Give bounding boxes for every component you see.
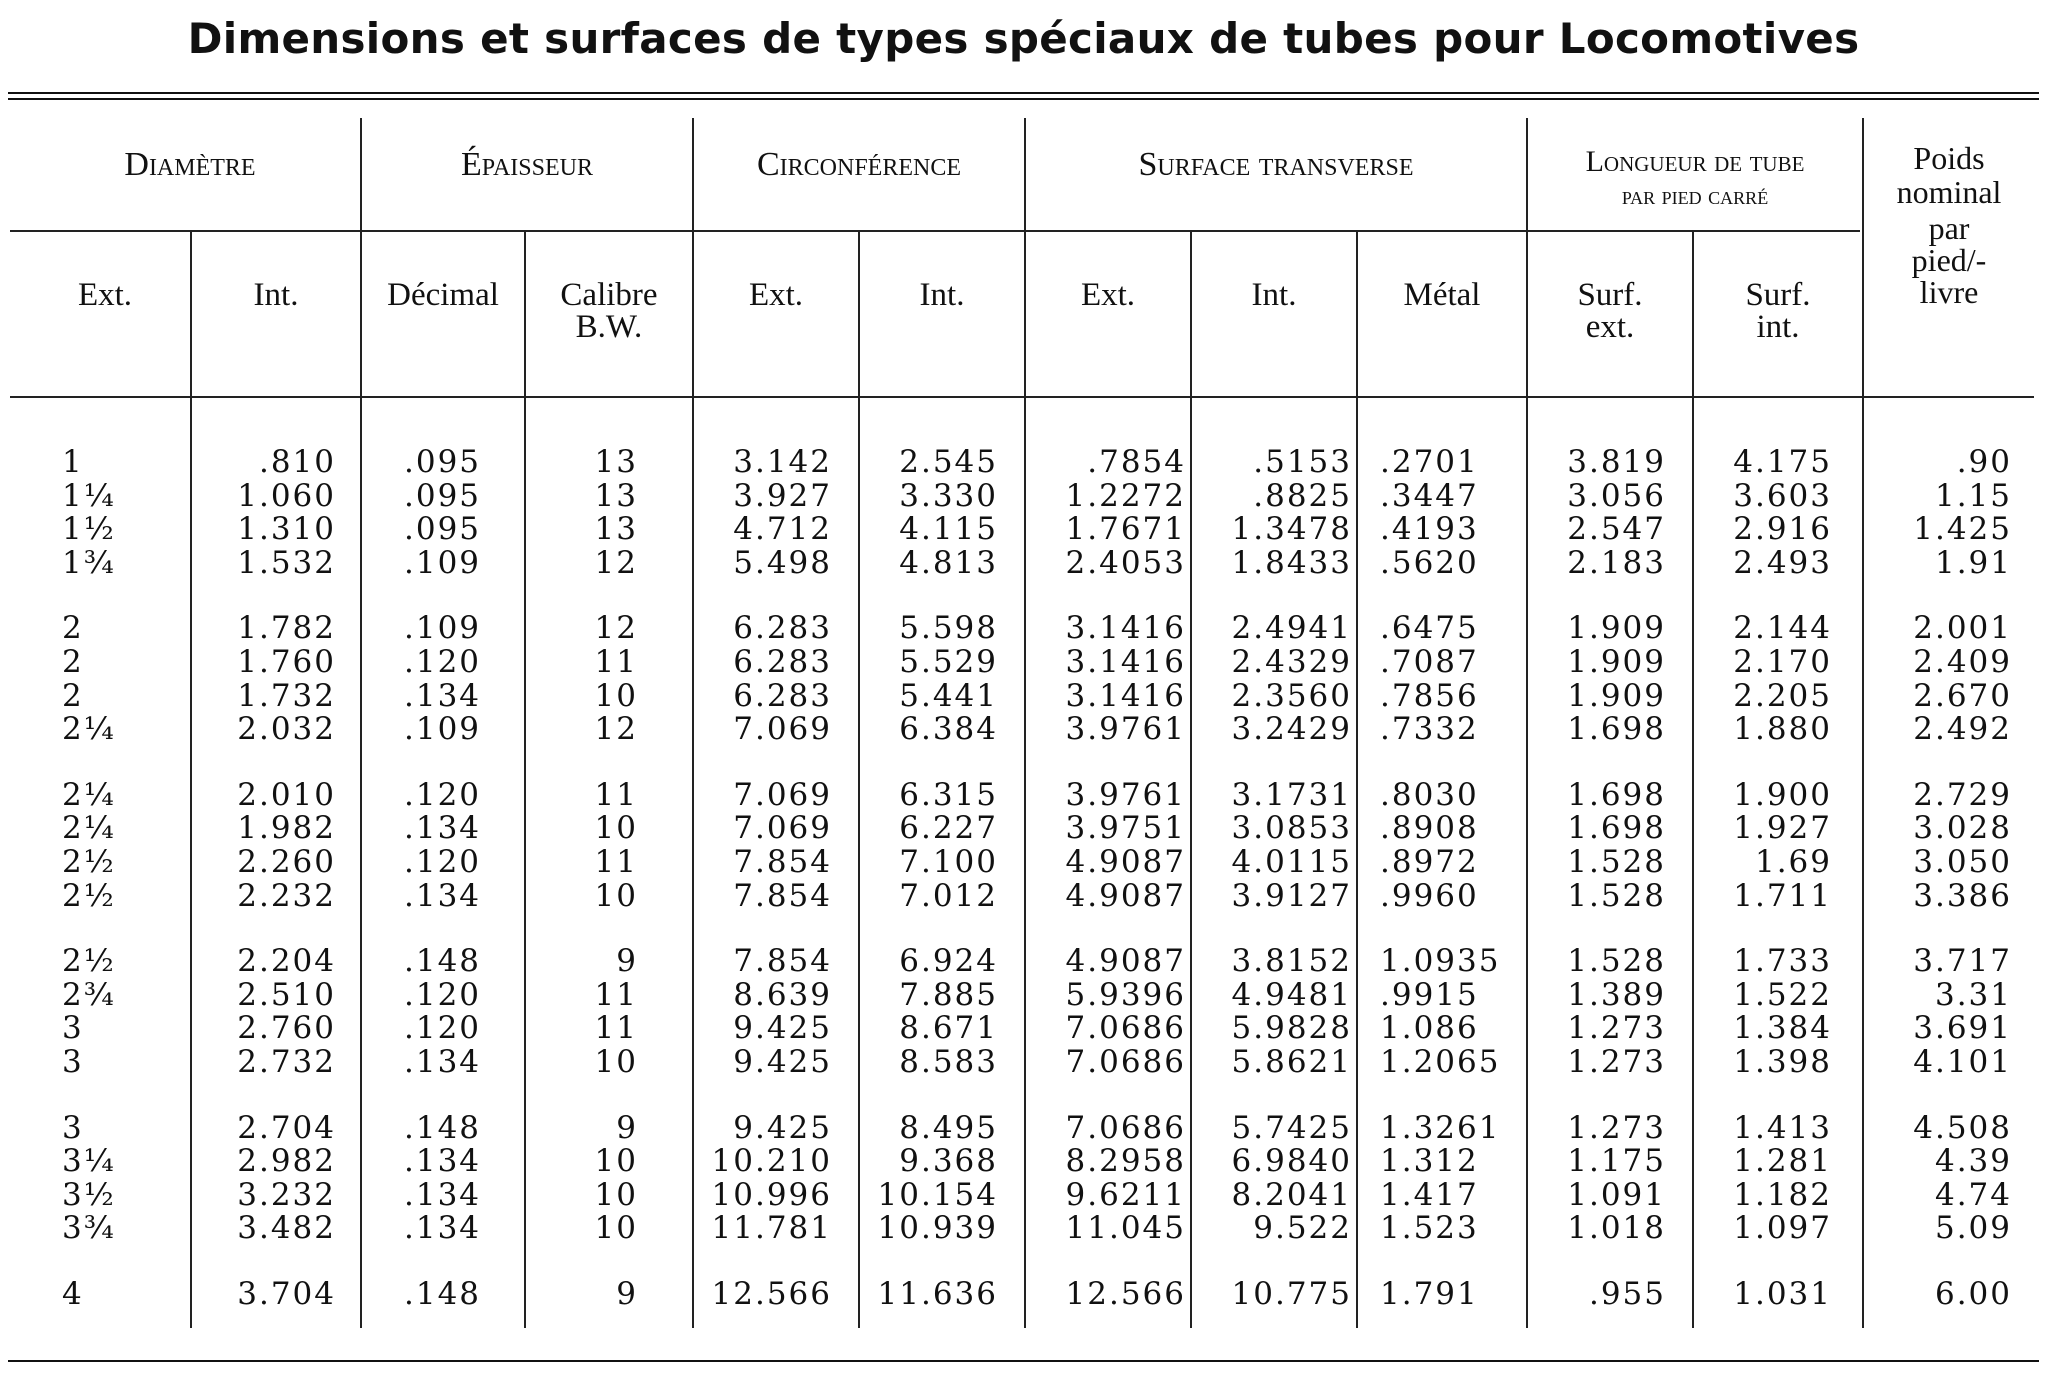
cell-surf-metal: .7087 — [1380, 644, 1479, 680]
cell-diametre-int: 2.510 — [237, 976, 336, 1013]
cell-long-surf-ext: 3.819 — [1567, 444, 1666, 480]
cell-epaisseur-decimal: .120 — [404, 1010, 482, 1047]
cell-diametre-int: 3.704 — [237, 1276, 336, 1312]
cell-surf-metal: 1.2065 — [1380, 1044, 1501, 1080]
cell-epaisseur-decimal: .134 — [404, 1143, 482, 1180]
top-rule-2 — [8, 98, 2039, 100]
cell-surf-metal: .5620 — [1380, 544, 1479, 581]
cell-epaisseur-calibre: 11 — [594, 976, 638, 1013]
cell-circ-int: 6.227 — [899, 810, 998, 847]
cell-diametre-int: 1.532 — [237, 544, 336, 581]
cell-epaisseur-calibre: 9 — [616, 1109, 638, 1146]
cell-diametre-ext: 2¼ — [62, 776, 116, 813]
subheader-long-ext-1: Surf. — [1577, 277, 1643, 313]
cell-surf-ext: 4.9087 — [1065, 877, 1186, 914]
cell-long-surf-int: 3.603 — [1733, 477, 1832, 514]
header-bottom-rule — [10, 396, 2034, 398]
cell-long-surf-int: 2.170 — [1733, 644, 1832, 680]
cell-surf-int: 3.0853 — [1231, 810, 1352, 847]
cell-epaisseur-decimal: .134 — [404, 1210, 482, 1247]
cell-epaisseur-decimal: .134 — [404, 677, 482, 714]
cell-long-surf-ext: 1.175 — [1567, 1143, 1666, 1180]
cell-long-surf-int: 1.927 — [1733, 810, 1832, 847]
cell-poids: 2.729 — [1913, 776, 2012, 813]
cell-surf-ext: 4.9087 — [1065, 844, 1186, 880]
cell-surf-ext: 5.9396 — [1065, 976, 1186, 1013]
cell-circ-int: 6.315 — [899, 776, 998, 813]
cell-poids: 2.409 — [1913, 644, 2012, 680]
cell-surf-int: 2.3560 — [1231, 677, 1352, 714]
subheader-diametre-ext: Ext. — [77, 277, 133, 313]
cell-epaisseur-calibre: 10 — [594, 1044, 638, 1080]
cell-surf-metal: .8972 — [1380, 844, 1479, 880]
cell-circ-ext: 11.781 — [711, 1210, 832, 1247]
cell-poids: 2.670 — [1913, 677, 2012, 714]
cell-surf-ext: 3.1416 — [1065, 644, 1186, 680]
cell-poids: .90 — [1956, 444, 2012, 480]
cell-surf-metal: .3447 — [1380, 477, 1479, 514]
cell-surf-ext: 7.0686 — [1065, 1109, 1186, 1146]
cell-poids: 3.31 — [1934, 976, 2012, 1013]
cell-poids: 4.101 — [1913, 1044, 2012, 1080]
col-divider-group-1 — [360, 118, 362, 200]
header-poids-4: pied/- — [1911, 242, 1987, 278]
cell-epaisseur-decimal: .148 — [404, 943, 482, 980]
cell-diametre-ext: 2 — [62, 644, 84, 680]
cell-surf-int: 6.9840 — [1231, 1143, 1352, 1180]
cell-surf-int: 5.9828 — [1231, 1010, 1352, 1047]
cell-circ-int: 7.885 — [899, 976, 998, 1013]
cell-epaisseur-decimal: .109 — [404, 610, 482, 647]
header-poids-1: Poids — [1913, 140, 1985, 176]
cell-circ-int: 2.545 — [899, 444, 998, 480]
header-divider — [10, 230, 1860, 232]
cell-diametre-ext: 2½ — [62, 877, 116, 914]
cell-surf-int: 3.2429 — [1231, 711, 1352, 748]
cell-diametre-ext: 2½ — [62, 844, 116, 880]
cell-surf-int: 5.7425 — [1231, 1109, 1352, 1146]
cell-surf-metal: 1.086 — [1380, 1010, 1479, 1047]
cell-diametre-ext: 2 — [62, 677, 84, 714]
cell-long-surf-ext: 2.547 — [1567, 511, 1666, 548]
cell-epaisseur-calibre: 10 — [594, 877, 638, 914]
header-poids-3: par — [1928, 210, 1970, 246]
cell-diametre-ext: 4 — [62, 1276, 84, 1312]
cell-epaisseur-calibre: 13 — [594, 511, 638, 548]
cell-diametre-int: 2.232 — [237, 877, 336, 914]
col-divider-2 — [360, 200, 362, 1328]
header-diametre: Diamètre — [124, 146, 256, 183]
cell-diametre-int: 2.704 — [237, 1109, 336, 1146]
cell-circ-ext: 9.425 — [733, 1010, 832, 1047]
cell-long-surf-ext: 1.091 — [1567, 1176, 1666, 1213]
cell-poids: 2.001 — [1913, 610, 2012, 647]
cell-poids: 6.00 — [1934, 1276, 2012, 1312]
cell-circ-int: 8.583 — [899, 1044, 998, 1080]
cell-epaisseur-calibre: 13 — [594, 444, 638, 480]
cell-long-surf-ext: 1.018 — [1567, 1210, 1666, 1247]
cell-surf-metal: .2701 — [1380, 444, 1479, 480]
cell-circ-int: 9.368 — [899, 1143, 998, 1180]
cell-surf-metal: .7332 — [1380, 711, 1479, 748]
cell-epaisseur-decimal: .095 — [404, 477, 482, 514]
cell-surf-int: 3.9127 — [1231, 877, 1352, 914]
subheader-calibre-1: Calibre — [560, 277, 658, 313]
cell-circ-int: 3.330 — [899, 477, 998, 514]
cell-diametre-int: 1.310 — [237, 511, 336, 548]
cell-diametre-ext: 3 — [62, 1109, 84, 1146]
subheader-long-int-2: int. — [1756, 309, 1800, 345]
cell-surf-ext: 11.045 — [1065, 1210, 1186, 1247]
cell-epaisseur-calibre: 11 — [594, 776, 638, 813]
cell-long-surf-int: 2.493 — [1733, 544, 1832, 581]
cell-surf-int: .5153 — [1253, 444, 1352, 480]
cell-diametre-ext: 2¼ — [62, 810, 116, 847]
cell-circ-int: 11.636 — [877, 1276, 998, 1312]
cell-circ-ext: 7.069 — [733, 711, 832, 748]
subheader-surf-int: Int. — [1251, 277, 1297, 313]
cell-circ-ext: 7.854 — [733, 943, 832, 980]
cell-epaisseur-calibre: 11 — [594, 1010, 638, 1047]
cell-poids: 1.425 — [1913, 511, 2012, 548]
cell-surf-metal: .7856 — [1380, 677, 1479, 714]
cell-circ-ext: 12.566 — [711, 1276, 832, 1312]
cell-circ-ext: 6.283 — [733, 677, 832, 714]
cell-surf-int: 3.8152 — [1231, 943, 1352, 980]
cell-long-surf-int: 1.711 — [1733, 877, 1832, 914]
cell-circ-ext: 10.210 — [711, 1143, 832, 1180]
cell-surf-int: 4.0115 — [1231, 844, 1352, 880]
cell-long-surf-ext: 1.273 — [1567, 1010, 1666, 1047]
cell-diametre-ext: 3 — [62, 1044, 84, 1080]
cell-circ-int: 5.441 — [899, 677, 998, 714]
cell-long-surf-ext: 1.698 — [1567, 711, 1666, 748]
cell-long-surf-int: 2.916 — [1733, 511, 1832, 548]
col-divider-group-3 — [1024, 118, 1026, 200]
cell-diametre-ext: 1¾ — [62, 544, 116, 581]
subheader-metal: Métal — [1403, 277, 1481, 313]
cell-long-surf-int: 1.69 — [1754, 844, 1832, 880]
cell-circ-int: 7.012 — [899, 877, 998, 914]
cell-surf-metal: .8908 — [1380, 810, 1479, 847]
cell-surf-int: 4.9481 — [1231, 976, 1352, 1013]
cell-epaisseur-calibre: 12 — [594, 544, 638, 581]
cell-surf-metal: .9960 — [1380, 877, 1479, 914]
cell-long-surf-ext: 3.056 — [1567, 477, 1666, 514]
cell-surf-ext: 7.0686 — [1065, 1010, 1186, 1047]
cell-circ-ext: 9.425 — [733, 1109, 832, 1146]
cell-circ-ext: 7.854 — [733, 877, 832, 914]
cell-diametre-ext: 3¾ — [62, 1210, 116, 1247]
cell-long-surf-int: 2.144 — [1733, 610, 1832, 647]
cell-long-surf-int: 4.175 — [1733, 444, 1832, 480]
cell-epaisseur-calibre: 13 — [594, 477, 638, 514]
cell-surf-ext: 3.9761 — [1065, 711, 1186, 748]
cell-poids: 5.09 — [1934, 1210, 2012, 1247]
cell-diametre-int: 3.482 — [237, 1210, 336, 1247]
cell-long-surf-ext: 1.909 — [1567, 644, 1666, 680]
header-longueur-1: Longueur de tube — [1585, 145, 1805, 178]
cell-surf-metal: 1.417 — [1380, 1176, 1479, 1213]
cell-surf-int: 1.3478 — [1231, 511, 1352, 548]
cell-surf-ext: 1.7671 — [1065, 511, 1186, 548]
cell-surf-ext: 8.2958 — [1065, 1143, 1186, 1180]
cell-surf-ext: 3.9761 — [1065, 776, 1186, 813]
col-divider-group-4 — [1526, 118, 1528, 200]
cell-diametre-int: 2.260 — [237, 844, 336, 880]
cell-surf-int: 10.775 — [1231, 1276, 1352, 1312]
cell-long-surf-int: 1.522 — [1733, 976, 1832, 1013]
cell-epaisseur-calibre: 11 — [594, 644, 638, 680]
cell-diametre-int: 2.760 — [237, 1010, 336, 1047]
cell-poids: 3.386 — [1913, 877, 2012, 914]
cell-surf-int: 8.2041 — [1231, 1176, 1352, 1213]
cell-circ-int: 4.813 — [899, 544, 998, 581]
cell-diametre-int: 3.232 — [237, 1176, 336, 1213]
cell-diametre-ext: 3½ — [62, 1176, 116, 1213]
cell-long-surf-ext: 1.528 — [1567, 877, 1666, 914]
header-longueur-2: par pied carré — [1621, 181, 1769, 210]
cell-poids: 2.492 — [1913, 711, 2012, 748]
cell-circ-ext: 7.069 — [733, 776, 832, 813]
cell-surf-metal: .8030 — [1380, 776, 1479, 813]
cell-epaisseur-calibre: 10 — [594, 1143, 638, 1180]
subheader-surf-ext: Ext. — [1080, 277, 1136, 313]
cell-long-surf-ext: 1.698 — [1567, 810, 1666, 847]
cell-poids: 4.39 — [1934, 1143, 2012, 1180]
cell-poids: 1.91 — [1934, 544, 2012, 581]
cell-long-surf-ext: 1.528 — [1567, 943, 1666, 980]
cell-diametre-int: 2.032 — [237, 711, 336, 748]
cell-diametre-ext: 1½ — [62, 511, 116, 548]
cell-diametre-int: 1.782 — [237, 610, 336, 647]
cell-diametre-int: 2.732 — [237, 1044, 336, 1080]
top-rule-1 — [8, 92, 2039, 94]
col-divider-group-2 — [692, 118, 694, 200]
cell-surf-ext: 3.1416 — [1065, 677, 1186, 714]
cell-poids: 1.15 — [1934, 477, 2012, 514]
cell-circ-int: 4.115 — [899, 511, 998, 548]
cell-diametre-ext: 2½ — [62, 943, 116, 980]
cell-long-surf-ext: 1.698 — [1567, 776, 1666, 813]
cell-circ-ext: 10.996 — [711, 1176, 832, 1213]
cell-epaisseur-decimal: .120 — [404, 644, 482, 680]
cell-surf-ext: 1.2272 — [1065, 477, 1186, 514]
cell-epaisseur-decimal: .148 — [404, 1109, 482, 1146]
cell-circ-int: 6.384 — [899, 711, 998, 748]
cell-surf-int: 9.522 — [1253, 1210, 1352, 1247]
cell-surf-ext: 3.1416 — [1065, 610, 1186, 647]
cell-surf-metal: 1.523 — [1380, 1210, 1479, 1247]
cell-long-surf-int: 1.281 — [1733, 1143, 1832, 1180]
cell-epaisseur-decimal: .120 — [404, 976, 482, 1013]
cell-epaisseur-decimal: .134 — [404, 877, 482, 914]
subheader-diametre-int: Int. — [253, 277, 299, 313]
header-poids-2: nominal — [1896, 174, 2002, 210]
cell-epaisseur-decimal: .095 — [404, 444, 482, 480]
cell-diametre-ext: 2¼ — [62, 711, 116, 748]
cell-long-surf-ext: 1.528 — [1567, 844, 1666, 880]
cell-long-surf-int: 1.733 — [1733, 943, 1832, 980]
cell-surf-int: 3.1731 — [1231, 776, 1352, 813]
bottom-rule — [8, 1360, 2039, 1362]
subheader-decimal: Décimal — [387, 277, 499, 313]
cell-circ-ext: 5.498 — [733, 544, 832, 581]
cell-long-surf-ext: 1.273 — [1567, 1044, 1666, 1080]
cell-surf-ext: 12.566 — [1065, 1276, 1186, 1312]
header-poids-5: livre — [1919, 274, 1979, 310]
cell-diametre-int: .810 — [258, 444, 336, 480]
cell-circ-int: 10.939 — [877, 1210, 998, 1247]
cell-epaisseur-decimal: .148 — [404, 1276, 482, 1312]
header-circonference: Circonférence — [756, 146, 962, 183]
cell-epaisseur-calibre: 10 — [594, 810, 638, 847]
cell-poids: 4.508 — [1913, 1109, 2012, 1146]
cell-epaisseur-calibre: 12 — [594, 711, 638, 748]
cell-diametre-ext: 1 — [62, 444, 84, 480]
cell-circ-int: 6.924 — [899, 943, 998, 980]
cell-diametre-int: 2.010 — [237, 776, 336, 813]
cell-epaisseur-decimal: .120 — [404, 776, 482, 813]
cell-circ-int: 8.671 — [899, 1010, 998, 1047]
cell-long-surf-int: 1.900 — [1733, 776, 1832, 813]
cell-surf-metal: .4193 — [1380, 511, 1479, 548]
cell-surf-int: 2.4329 — [1231, 644, 1352, 680]
header-surface-transverse: Surface transverse — [1138, 146, 1414, 183]
cell-surf-metal: 1.312 — [1380, 1143, 1479, 1180]
cell-epaisseur-decimal: .109 — [404, 544, 482, 581]
cell-long-surf-ext: 1.909 — [1567, 610, 1666, 647]
cell-surf-metal: 1.3261 — [1380, 1109, 1501, 1146]
subheader-circ-ext: Ext. — [748, 277, 804, 313]
cell-long-surf-ext: 1.909 — [1567, 677, 1666, 714]
cell-long-surf-int: 1.384 — [1733, 1010, 1832, 1047]
cell-surf-int: 1.8433 — [1231, 544, 1352, 581]
cell-circ-int: 10.154 — [877, 1176, 998, 1213]
cell-surf-int: 2.4941 — [1231, 610, 1352, 647]
cell-circ-ext: 7.854 — [733, 844, 832, 880]
cell-diametre-ext: 3¼ — [62, 1143, 116, 1180]
cell-surf-ext: 4.9087 — [1065, 943, 1186, 980]
cell-circ-ext: 6.283 — [733, 610, 832, 647]
cell-epaisseur-calibre: 11 — [594, 844, 638, 880]
cell-long-surf-int: 1.031 — [1733, 1276, 1832, 1312]
cell-long-surf-ext: 1.273 — [1567, 1109, 1666, 1146]
cell-epaisseur-calibre: 12 — [594, 610, 638, 647]
cell-surf-ext: 7.0686 — [1065, 1044, 1186, 1080]
cell-poids: 3.717 — [1913, 943, 2012, 980]
header-epaisseur: Épaisseur — [461, 146, 593, 183]
cell-surf-int: 5.8621 — [1231, 1044, 1352, 1080]
cell-epaisseur-calibre: 9 — [616, 943, 638, 980]
cell-surf-ext: 9.6211 — [1065, 1176, 1186, 1213]
cell-surf-ext: 3.9751 — [1065, 810, 1186, 847]
cell-epaisseur-decimal: .120 — [404, 844, 482, 880]
cell-epaisseur-decimal: .109 — [404, 711, 482, 748]
cell-surf-metal: .9915 — [1380, 976, 1479, 1013]
subheader-calibre-2: B.W. — [575, 309, 643, 345]
cell-epaisseur-decimal: .134 — [404, 810, 482, 847]
cell-circ-int: 8.495 — [899, 1109, 998, 1146]
cell-epaisseur-decimal: .134 — [404, 1176, 482, 1213]
cell-poids: 3.691 — [1913, 1010, 2012, 1047]
cell-surf-metal: .6475 — [1380, 610, 1479, 647]
cell-diametre-int: 2.982 — [237, 1143, 336, 1180]
cell-diametre-ext: 2 — [62, 610, 84, 647]
cell-epaisseur-calibre: 9 — [616, 1276, 638, 1312]
subheader-long-int-1: Surf. — [1745, 277, 1811, 313]
cell-long-surf-ext: 2.183 — [1567, 544, 1666, 581]
cell-poids: 3.050 — [1913, 844, 2012, 880]
cell-diametre-int: 1.760 — [237, 644, 336, 680]
cell-circ-ext: 9.425 — [733, 1044, 832, 1080]
cell-circ-int: 7.100 — [899, 844, 998, 880]
cell-diametre-int: 2.204 — [237, 943, 336, 980]
cell-epaisseur-calibre: 10 — [594, 1176, 638, 1213]
cell-long-surf-ext: 1.389 — [1567, 976, 1666, 1013]
cell-long-surf-int: 1.880 — [1733, 711, 1832, 748]
cell-diametre-int: 1.982 — [237, 810, 336, 847]
cell-surf-ext: 2.4053 — [1065, 544, 1186, 581]
cell-diametre-ext: 3 — [62, 1010, 84, 1047]
cell-poids: 3.028 — [1913, 810, 2012, 847]
cell-circ-ext: 3.142 — [733, 444, 832, 480]
cell-long-surf-int: 1.182 — [1733, 1176, 1832, 1213]
cell-circ-int: 5.529 — [899, 644, 998, 680]
cell-long-surf-int: 1.398 — [1733, 1044, 1832, 1080]
subheader-long-ext-2: ext. — [1585, 309, 1635, 345]
page-title: Dimensions et surfaces de types spéciaux de tubes pour Locomotives — [187, 14, 1860, 63]
cell-diametre-int: 1.732 — [237, 677, 336, 714]
col-divider-8 — [1356, 230, 1358, 1328]
cell-diametre-int: 1.060 — [237, 477, 336, 514]
cell-long-surf-int: 2.205 — [1733, 677, 1832, 714]
cell-surf-int: .8825 — [1253, 477, 1352, 514]
cell-epaisseur-decimal: .134 — [404, 1044, 482, 1080]
cell-long-surf-ext: .955 — [1588, 1276, 1666, 1312]
cell-surf-ext: .7854 — [1087, 444, 1186, 480]
cell-circ-ext: 6.283 — [733, 644, 832, 680]
cell-circ-ext: 8.639 — [733, 976, 832, 1013]
cell-circ-ext: 4.712 — [733, 511, 832, 548]
cell-epaisseur-decimal: .095 — [404, 511, 482, 548]
cell-poids: 4.74 — [1934, 1176, 2012, 1213]
cell-long-surf-int: 1.097 — [1733, 1210, 1832, 1247]
cell-circ-ext: 7.069 — [733, 810, 832, 847]
cell-long-surf-int: 1.413 — [1733, 1109, 1832, 1146]
cell-surf-metal: 1.0935 — [1380, 943, 1501, 980]
cell-diametre-ext: 1¼ — [62, 477, 116, 514]
cell-circ-ext: 3.927 — [733, 477, 832, 514]
cell-surf-metal: 1.791 — [1380, 1276, 1479, 1312]
cell-diametre-ext: 2¾ — [62, 976, 116, 1013]
cell-epaisseur-calibre: 10 — [594, 677, 638, 714]
cell-circ-int: 5.598 — [899, 610, 998, 647]
subheader-circ-int: Int. — [919, 277, 965, 313]
cell-epaisseur-calibre: 10 — [594, 1210, 638, 1247]
